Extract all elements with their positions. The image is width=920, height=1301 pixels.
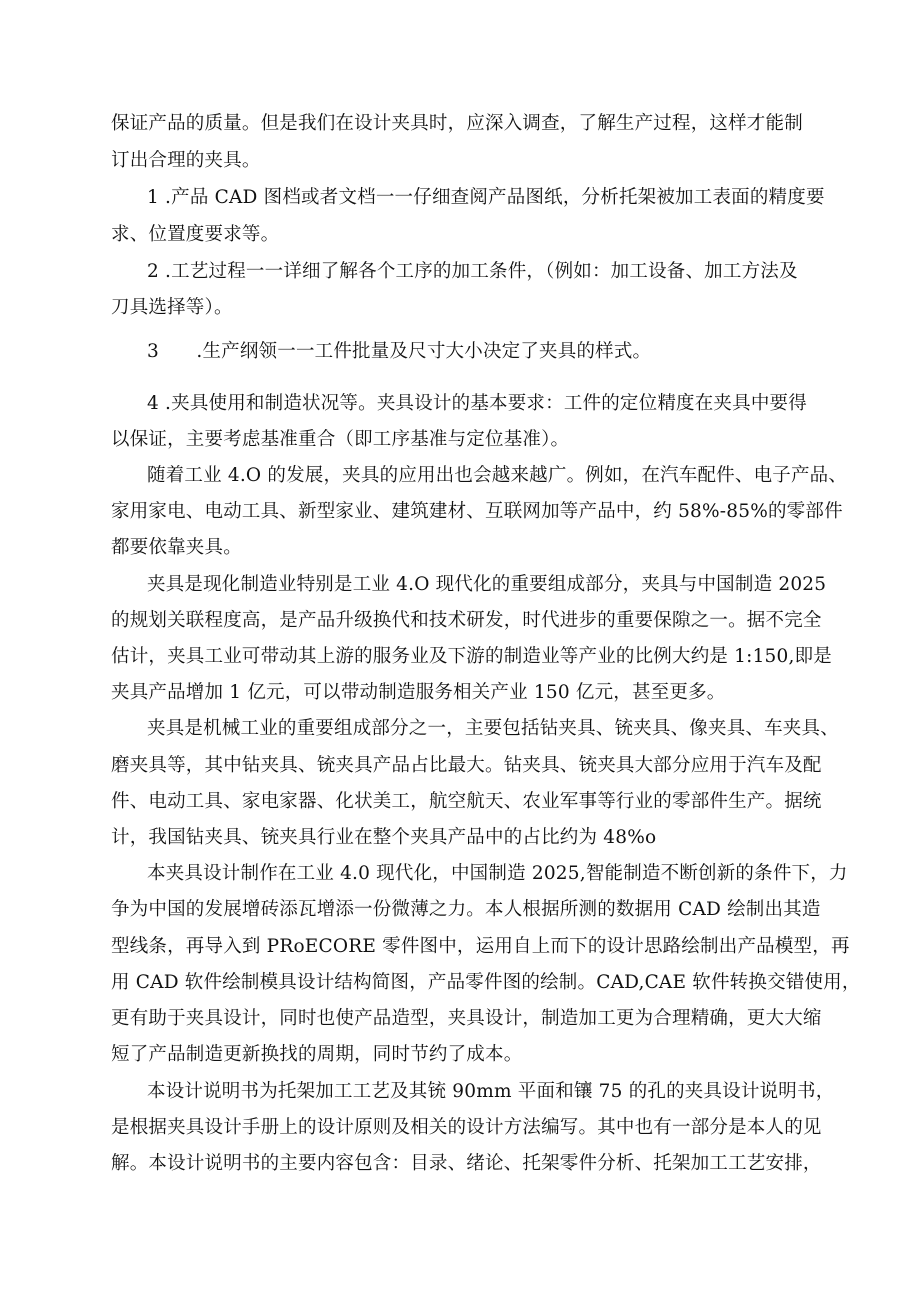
text-line-2: 订出合理的夹具。 (111, 150, 261, 171)
text-line-14: 的规划关联程度高，是产品升级换代和技术研发，时代进步的重要保隙之一。据不完全 (111, 610, 822, 631)
text-line-22: 争为中国的发展增砖添瓦增添一份微薄之力。本人根据所测的数据用 CAD 绘制出其造 (111, 899, 821, 920)
text-line-13: 夹具是现化制造业特别是工业 4.O 现代化的重要组成部分，夹具与中国制造 2025 (147, 574, 827, 595)
text-line-21: 本夹具设计制作在工业 4.0 现代化，中国制造 2025,智能制造不断创新的条件下，力 (147, 863, 848, 884)
text-line-6: 刀具选择等）。 (111, 297, 233, 318)
text-line-9: 以保证，主要考虑基准重合（即工序基准与定位基准）。 (111, 429, 570, 450)
text-line-29: 解。本设计说明书的主要内容包含：目录、绪论、托架零件分析、托架加工工艺安排， (111, 1153, 822, 1174)
text-line-20: 计，我国钻夹具、铳夹具行业在整个夹具产品中的占比约为 48%o (111, 827, 657, 848)
text-line-15: 估计，夹具工业可带动其上游的服务业及下游的制造业等产业的比例大约是 1:150,即是 (111, 646, 832, 667)
text-line-24: 用 CAD 软件绘制模具设计结构简图，产品零件图的绘制。CAD,CAE 软件转换交错使用， (111, 972, 861, 993)
text-line-10: 随着工业 4.O 的发展，夹具的应用出也会越来越广。例如，在汽车配件、电子产品、 (147, 465, 848, 486)
text-line-18: 磨夹具等，其中钻夹具、铳夹具产品占比最大。钻夹具、铳夹具大部分应用于汽车及配 (111, 755, 822, 776)
text-line-27: 本设计说明书为托架加工工艺及其铳 90mm 平面和镶 75 的孔的夹具设计说明书， (147, 1081, 835, 1102)
text-line-12: 都要依靠夹具。 (111, 537, 242, 558)
text-line-11: 家用家电、电动工具、新型家业、建筑建材、互联网加等产品中，约 58%-85%的零部件 (111, 501, 843, 522)
text-line-25: 更有助于夹具设计，同时也使产品造型，夹具设计，制造加工更为合理精确，更大大缩 (111, 1008, 822, 1029)
text-line-8: 4 .夹具使用和制造状况等。夹具设计的基本要求：工件的定位精度在夹具中要得 (147, 393, 807, 414)
text-line-1: 保证产品的质量。但是我们在设计夹具时，应深入调查，了解生产过程，这样才能制 (111, 113, 803, 134)
text-line-4: 求、位置度要求等。 (111, 224, 280, 245)
text-line-7: 3 .生产纲领一一工件批量及尺寸大小决定了夹具的样式。 (147, 341, 652, 362)
text-line-23: 型线条，再导入到 PRoECORE 零件图中，运用自上而下的设计思路绘制出产品模型，再 (111, 936, 850, 957)
text-line-16: 夹具产品增加 1 亿元，可以带动制造服务相关产业 150 亿元，甚至更多。 (111, 682, 726, 703)
text-line-26: 短了产品制造更新换找的周期，同时节约了成本。 (111, 1044, 523, 1065)
text-line-3: 1 .产品 CAD 图档或者文档一一仔细查阅产品图纸，分析托架被加工表面的精度要 (147, 187, 825, 208)
text-line-19: 件、电动工具、家电家器、化状美工，航空航天、农业军事等行业的零部件生产。据统 (111, 791, 822, 812)
text-line-28: 是根据夹具设计手册上的设计原则及相关的设计方法编写。其中也有一部分是本人的见 (111, 1117, 822, 1138)
text-line-17: 夹具是机械工业的重要组成部分之一，主要包括钻夹具、铳夹具、像夹具、车夹具、 (147, 718, 839, 739)
text-line-5: 2 .工艺过程一一详细了解各个工序的加工条件，（例如：加工设备、加工方法及 (147, 261, 798, 282)
